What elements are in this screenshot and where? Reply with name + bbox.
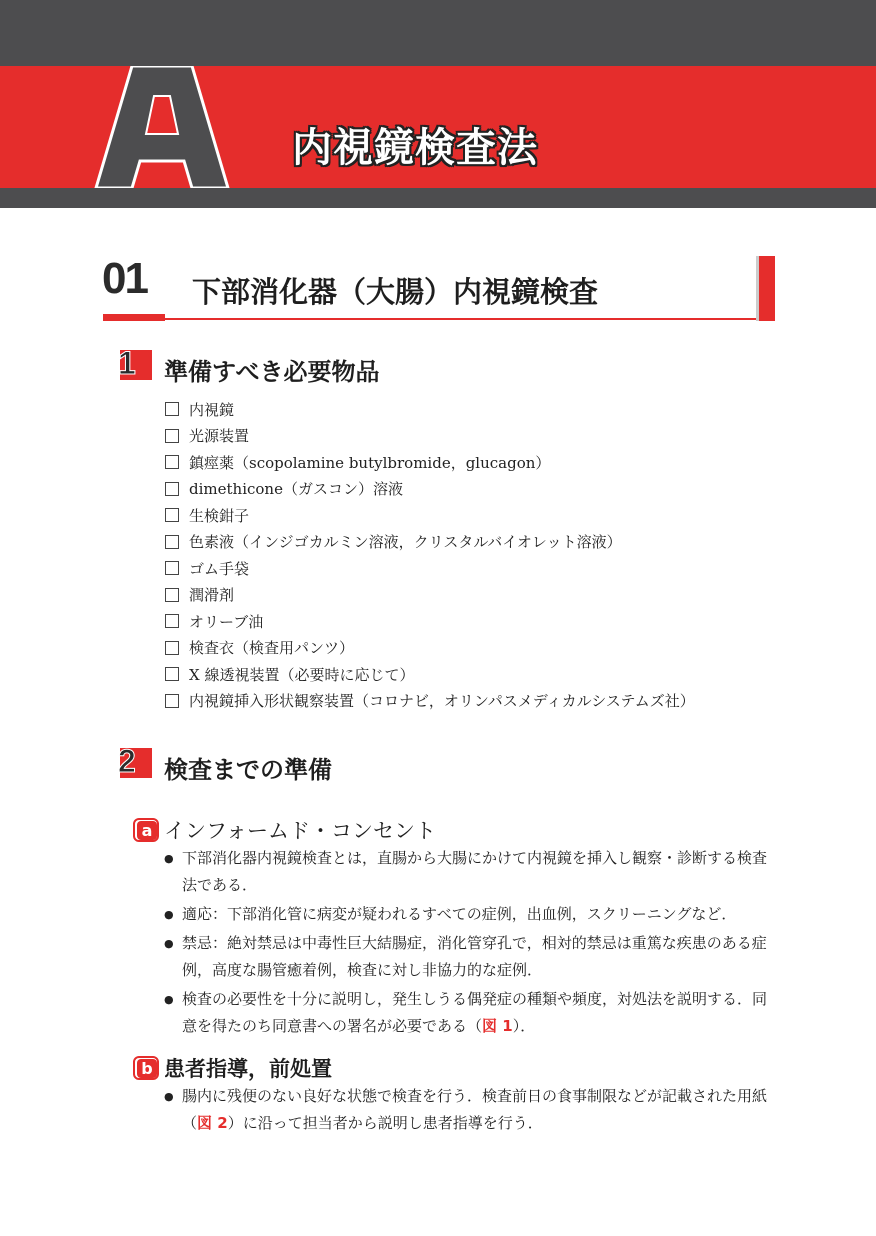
checklist-item [165,396,695,423]
checklist-item [165,502,695,529]
required-items-checklist [165,396,695,714]
subsection-title-2: 検査までの準備 [164,756,332,784]
checklist-item [165,608,695,635]
bullet-item: ● 下部消化器内視鏡検査とは，直腸から大腸にかけて内視鏡を挿入し観察・診断する検査法である． [162,845,778,899]
checkbox[interactable] [165,667,179,681]
part-title-a: インフォームド・コンセント [164,819,436,843]
checklist-item-label: 潤滑剤 [189,586,235,605]
bullet-item: ● 腸内に残便のない良好な状態で検査を行う．検査前日の食事制限などが記載された用紙（図 2）に沿って担当者から説明し患者指導を行う． [162,1083,778,1137]
bullet-item: ● 適応：下部消化管に病変が疑われるすべての症例，出血例，スクリーニングなど． [162,901,778,928]
part-b-bullets [162,1083,778,1139]
checklist-item-label: 鎮痙薬（scopolamine butylbromide，glucagon） [189,453,551,472]
checklist-item-label: 内視鏡 [189,400,235,419]
checklist-item-label: dimethicone（ガスコン）溶液 [189,480,403,499]
checkbox[interactable] [165,614,179,628]
checklist-item-label: ゴム手袋 [189,559,250,578]
part-title-b: 患者指導，前処置 [164,1057,332,1081]
checkbox[interactable] [165,588,179,602]
part-tag-a-letter: a [141,821,153,840]
checkbox[interactable] [165,694,179,708]
section-number: 01 [102,254,147,303]
checklist-item [165,529,695,556]
checklist-item-label: 色素液（インジゴカルミン溶液，クリスタルバイオレット溶液） [189,533,622,552]
checkbox[interactable] [165,561,179,575]
subsection-title-1: 準備すべき必要物品 [164,358,380,386]
checklist-item [165,423,695,450]
figure-ref-link[interactable]: 図 1 [482,1017,513,1035]
subsection-badge-1 [116,346,152,380]
checklist-item [165,476,695,503]
checkbox[interactable] [165,402,179,416]
checklist-item [165,688,695,715]
part-tag-b [133,1056,159,1080]
checkbox[interactable] [165,455,179,469]
subsection-number-1: 1 [118,346,136,380]
checklist-item [165,661,695,688]
checklist-item-label: 生検鉗子 [189,506,250,525]
checklist-item [165,582,695,609]
part-tag-b-letter: b [141,1059,153,1078]
checklist-item [165,635,695,662]
chapter-banner-top [0,0,876,66]
checkbox[interactable] [165,482,179,496]
section-accent-bar [103,314,165,321]
part-tag-a [133,818,159,842]
checkbox[interactable] [165,535,179,549]
bullet-item: ● 検査の必要性を十分に説明し，発生しうる偶発症の種類や頻度，対処法を説明する．同意を得たのち同意書への署名が必要である（図 1）． [162,986,778,1040]
chapter-letter-a [92,66,232,188]
checkbox[interactable] [165,508,179,522]
section-underline [165,318,759,320]
checkbox[interactable] [165,641,179,655]
checklist-item-label: 内視鏡挿入形状観察装置（コロナビ，オリンパスメディカルシステムズ社） [189,692,695,711]
checklist-item [165,555,695,582]
checklist-item [165,449,695,476]
checklist-item-label: X 線透視装置（必要時に応じて） [189,665,415,684]
chapter-letter-text: A [162,184,163,185]
checklist-item-label: オリーブ油 [189,612,264,631]
subsection-badge-2 [116,744,152,778]
section-right-bar [759,256,775,321]
checklist-item-label: 検査衣（検査用パンツ） [189,639,355,658]
section-title: 下部消化器（大腸）内視鏡検査 [192,275,599,309]
figure-ref-link[interactable]: 図 2 [197,1114,228,1132]
checkbox[interactable] [165,429,179,443]
bullet-item: ● 禁忌：絶対禁忌は中毒性巨大結腸症，消化管穿孔で，相対的禁忌は重篤な疾患のある症例，高度な腸管癒着例，検査に対し非協力的な症例． [162,930,778,984]
chapter-title: 内視鏡検査法 [292,125,538,171]
chapter-banner-bottom [0,188,876,208]
part-a-bullets [162,845,778,1042]
checklist-item-label: 光源装置 [189,427,250,446]
subsection-number-2: 2 [118,744,136,778]
